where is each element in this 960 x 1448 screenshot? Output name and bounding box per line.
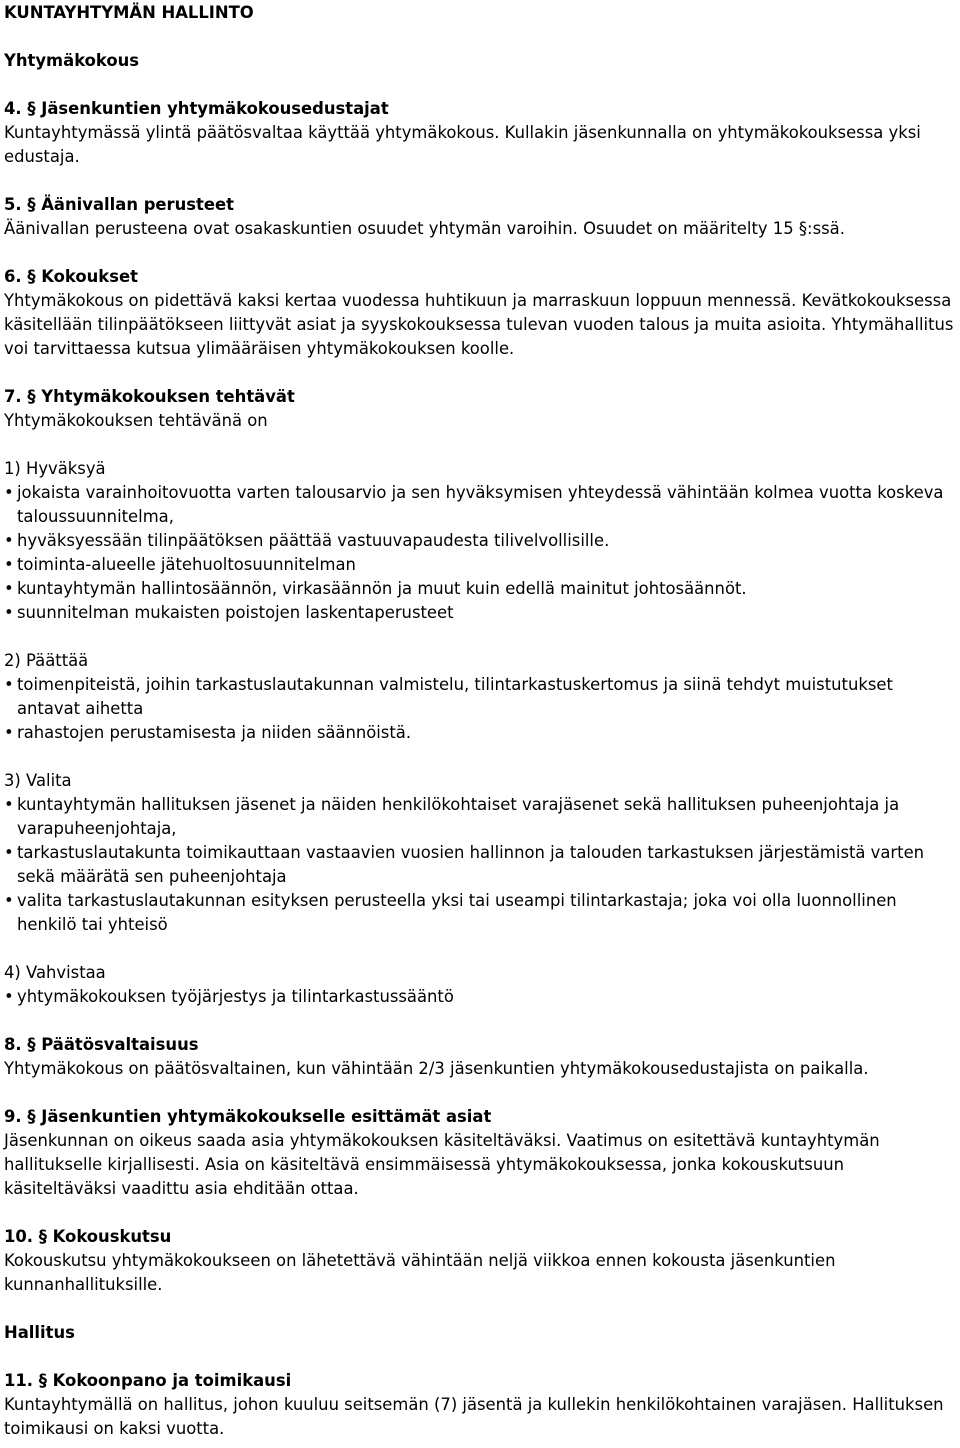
- list-item: [4, 577, 958, 601]
- group-1-label: 1) Hyväksyä: [4, 459, 106, 478]
- section-heading-yhtymakokous: Yhtymäkokous: [4, 51, 140, 70]
- list-item-text: toiminta-alueelle jätehuoltosuunnitelman: [17, 555, 356, 574]
- list-item-text: kuntayhtymän hallintosäännön, virkasäännön ja muut kuin edellä mainitut johtosäännöt.: [17, 579, 747, 598]
- group-3-label: 3) Valita: [4, 771, 72, 790]
- list-item-text: jokaista varainhoitovuotta varten talousarvio ja sen hyväksymisen yhteydessä vähintään kolmea vuotta koskeva taloussuunnitelma,: [17, 483, 944, 526]
- bullet-icon: •: [4, 987, 14, 1006]
- paragraph-4-text: Kuntayhtymässä ylintä päätösvaltaa käyttää yhtymäkokous. Kullakin jäsenkunnalla on yhtymäkokouksessa yksi edustaja.: [4, 123, 921, 166]
- bullet-icon: •: [4, 795, 14, 814]
- bullet-icon: •: [4, 843, 14, 862]
- list-item: [4, 481, 958, 529]
- bullet-icon: •: [4, 483, 14, 502]
- paragraph-9-text: Jäsenkunnan on oikeus saada asia yhtymäkokouksen käsiteltäväksi. Vaatimus on esitettävä kuntayhtymän hallitukselle kirjallisesti. Asia on käsiteltävä ensimmäisessä yhtymäkokouksessa, jonka kokouskutsuun käsiteltäväksi vaadittu asia ehditään ottaa.: [4, 1131, 880, 1198]
- paragraph-10-heading: 10. § Kokouskutsu: [4, 1227, 172, 1246]
- bullet-icon: •: [4, 579, 14, 598]
- list-item-text: suunnitelman mukaisten poistojen laskentaperusteet: [17, 603, 454, 622]
- list-item-text: hyväksyessään tilinpäätöksen päättää vastuuvapaudesta tilivelvollisille.: [17, 531, 610, 550]
- paragraph-9-heading: 9. § Jäsenkuntien yhtymäkokoukselle esittämät asiat: [4, 1107, 492, 1126]
- list-item-text: valita tarkastuslautakunnan esityksen perusteella yksi tai useampi tilintarkastaja; joka voi olla luonnollinen henkilö tai yhteisö: [17, 891, 897, 934]
- list-item: [4, 673, 958, 721]
- paragraph-11-heading: 11. § Kokoonpano ja toimikausi: [4, 1371, 292, 1390]
- paragraph-5-text-content: Äänivallan perusteena ovat osakaskuntien osuudet yhtymän varoihin. Osuudet on määritelty 15 §:ssä.: [4, 219, 845, 238]
- bullet-icon: •: [4, 723, 14, 742]
- list-item-text: tarkastuslautakunta toimikauttaan vastaavien vuosien hallinnon ja talouden tarkastuksen järjestämistä varten sekä määrätä sen puheenjohtaja: [17, 843, 925, 886]
- list-item: [4, 985, 958, 1009]
- list-item: [4, 841, 958, 889]
- paragraph-4-heading: 4. § Jäsenkuntien yhtymäkokousedustajat: [4, 99, 389, 118]
- list-item-text: rahastojen perustamisesta ja niiden säännöistä.: [17, 723, 412, 742]
- paragraph-7-heading: 7. § Yhtymäkokouksen tehtävät: [4, 387, 295, 406]
- group-2-label: 2) Päättää: [4, 651, 89, 670]
- bullet-icon: •: [4, 603, 14, 622]
- list-item: [4, 793, 958, 841]
- list-item: [4, 889, 958, 937]
- list-item: [4, 721, 958, 745]
- list-item: [4, 553, 958, 577]
- list-item-text: kuntayhtymän hallituksen jäsenet ja näiden henkilökohtaiset varajäsenet sekä hallituksen puheenjohtaja ja varapuheenjohtaja,: [17, 795, 900, 838]
- section-heading-hallitus: Hallitus: [4, 1323, 75, 1342]
- document-title: KUNTAYHTYMÄN HALLINTO: [4, 3, 254, 22]
- bullet-icon: •: [4, 531, 14, 550]
- paragraph-5-text: [4, 217, 958, 241]
- bullet-icon: •: [4, 555, 14, 574]
- paragraph-5-heading: 5. § Äänivallan perusteet: [4, 195, 234, 214]
- paragraph-10-text: Kokouskutsu yhtymäkokoukseen on lähetettävä vähintään neljä viikkoa ennen kokousta jäsenkuntien kunnanhallituksille.: [4, 1251, 836, 1294]
- bullet-icon: •: [4, 675, 14, 694]
- paragraph-6-text: Yhtymäkokous on pidettävä kaksi kertaa vuodessa huhtikuun ja marraskuun loppuun mennessä. Kevätkokouksessa käsitellään tilinpäätökseen liittyvät asiat ja syyskokouksessa tulevan vuoden talous ja muita asioita. Yhtymähallitus voi tarvittaessa kutsua ylimääräisen yhtymäkokouksen koolle.: [4, 291, 954, 358]
- list-item-text: yhtymäkokouksen työjärjestys ja tilintarkastussääntö: [17, 987, 454, 1006]
- group-4-label: 4) Vahvistaa: [4, 963, 106, 982]
- paragraph-8-heading: 8. § Päätösvaltaisuus: [4, 1035, 199, 1054]
- paragraph-11-text: Kuntayhtymällä on hallitus, johon kuuluu seitsemän (7) jäsentä ja kullekin henkilökohtainen varajäsen. Hallituksen toimikausi on kaksi vuotta.: [4, 1395, 944, 1438]
- list-item-text: toimenpiteistä, joihin tarkastuslautakunnan valmistelu, tilintarkastuskertomus ja siinä tehdyt muistutukset antavat aihetta: [17, 675, 893, 718]
- paragraph-7-intro: Yhtymäkokouksen tehtävänä on: [4, 411, 268, 430]
- paragraph-8-text: Yhtymäkokous on päätösvaltainen, kun vähintään 2/3 jäsenkuntien yhtymäkokousedustajista on paikalla.: [4, 1059, 869, 1078]
- list-item: [4, 601, 958, 625]
- paragraph-6-heading: 6. § Kokoukset: [4, 267, 138, 286]
- bullet-icon: •: [4, 891, 14, 910]
- list-item: [4, 529, 958, 553]
